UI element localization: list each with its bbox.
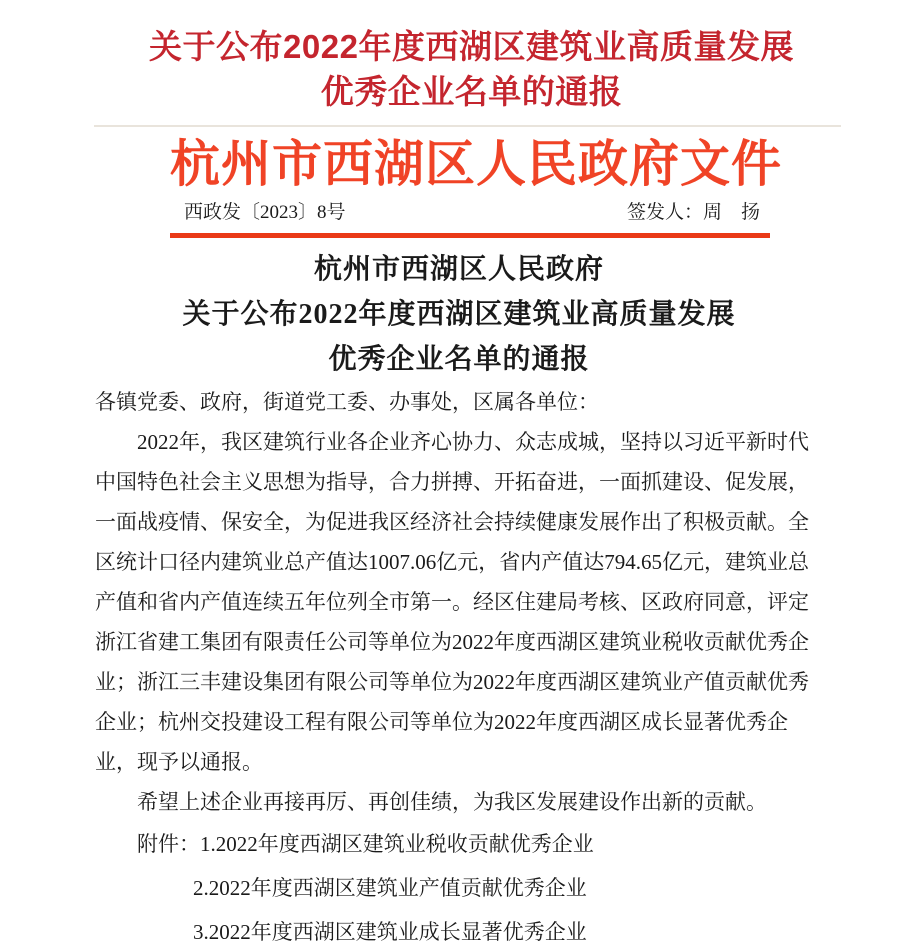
banner-title-line-1: 关于公布2022年度西湖区建筑业高质量发展 [149,28,794,65]
letterhead-title: 杭州市西湖区人民政府文件 [170,136,782,192]
letterhead [170,135,782,238]
body-line: 区统计口径内建筑业总产值达1007.06亿元，省内产值达794.65亿元，建筑业总 [95,550,809,574]
body-line: 浙江省建工集团有限责任公司等单位为2022年度西湖区建筑业税收贡献优秀企 [95,630,809,654]
notice-banner [0,0,918,114]
document-title-line-1: 杭州市西湖区人民政府 [313,254,604,285]
body-line: 业，现予以通报。 [95,750,263,774]
document-number: 西政发〔2023〕8号 [184,202,346,223]
salutation-line: 各镇党委、政府，街道党工委、办事处，区属各单位： [95,390,599,414]
body-line: 一面战疫情、保安全，为促进我区经济社会持续健康发展作出了积极贡献。全 [95,510,809,534]
section-divider [94,125,841,127]
document-body [95,382,825,944]
body-line: 希望上述企业再接再厉、再创佳绩，为我区发展建设作出新的贡献。 [137,790,767,814]
banner-title-line-2: 优秀企业名单的通报 [320,73,623,110]
body-line: 业；浙江三丰建设集团有限公司等单位为2022年度西湖区建筑业产值贡献优秀 [95,670,809,694]
attachment-line-3: 3.2022年度西湖区建筑业成长显著优秀企业 [193,920,587,944]
document-title-line-2: 关于公布2022年度西湖区建筑业高质量发展 [182,299,736,330]
attachment-line-2: 2.2022年度西湖区建筑业产值贡献优秀企业 [193,876,587,900]
body-line: 企业；杭州交投建设工程有限公司等单位为2022年度西湖区成长显著优秀企 [95,710,788,734]
signer-name: 签发人：周 扬 [626,202,760,223]
attachment-line-1: 附件：1.2022年度西湖区建筑业税收贡献优秀企业 [137,832,594,856]
document-meta-row [170,201,770,225]
body-line: 产值和省内产值连续五年位列全市第一。经区住建局考核、区政府同意，评定 [95,590,809,614]
document-title [0,247,918,382]
red-rule [170,233,770,238]
body-line: 中国特色社会主义思想为指导，合力拼搏、开拓奋进，一面抓建设、促发展， [95,470,809,494]
document-title-line-3: 优秀企业名单的通报 [328,344,590,375]
body-line: 2022年，我区建筑行业各企业齐心协力、众志成城，坚持以习近平新时代 [137,430,809,454]
